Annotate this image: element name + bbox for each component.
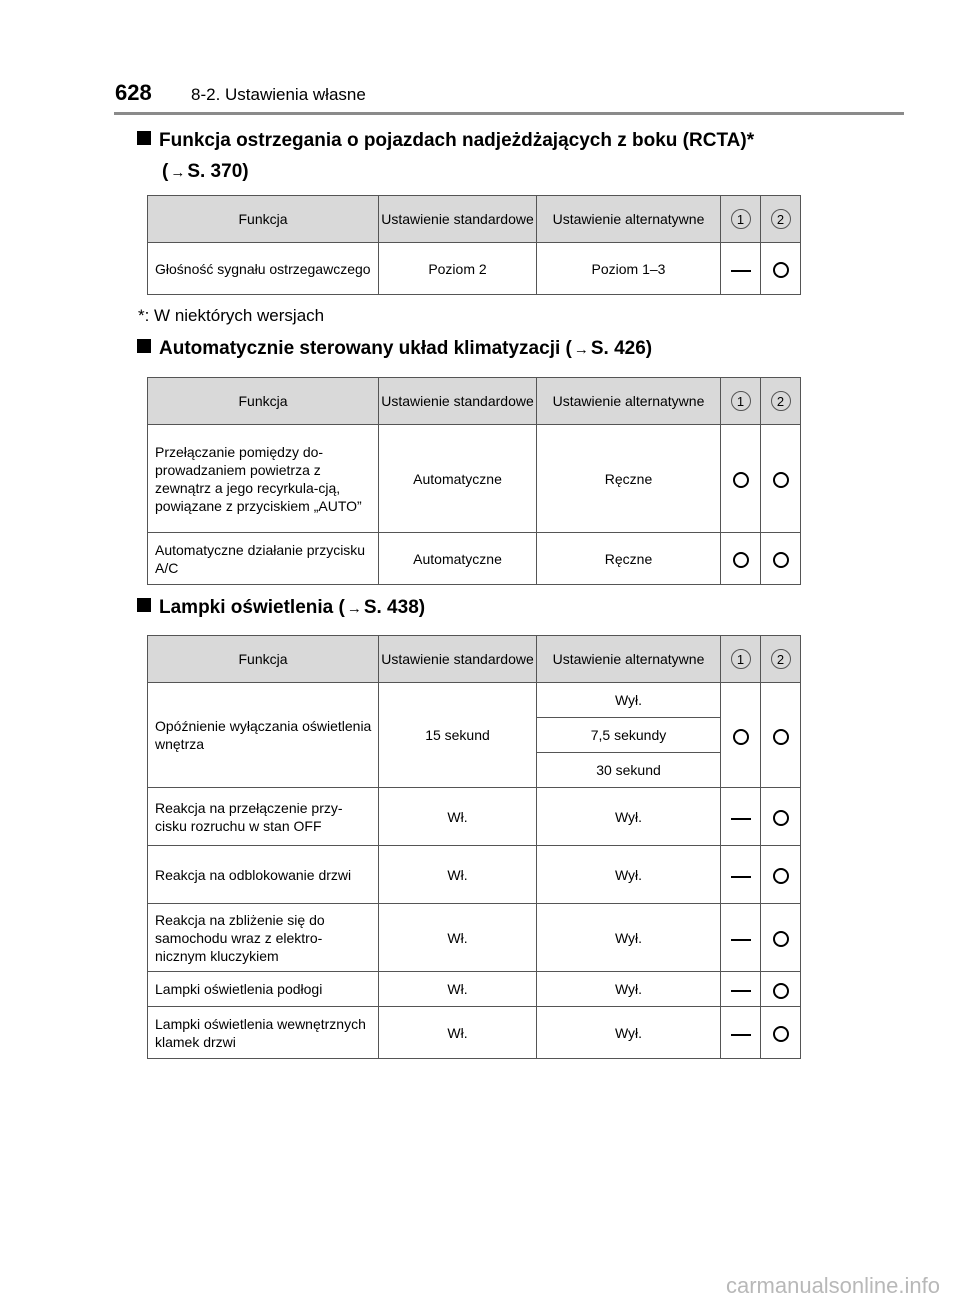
circle-icon <box>773 868 789 884</box>
header-rule <box>114 112 904 115</box>
square-bullet-icon <box>137 598 151 612</box>
table-row: 30 sekund <box>148 753 801 788</box>
col-default: Ustawienie standardowe <box>379 196 537 243</box>
circle-icon <box>773 472 789 488</box>
square-bullet-icon <box>137 131 151 145</box>
table-header: Funkcja Ustawienie standardowe Ustawienie alternatywne 1 2 <box>148 636 801 683</box>
table-row: Reakcja na przełączenie przy-cisku rozruchu w stan OFF Wł. Wył. <box>148 788 801 846</box>
circle-icon <box>733 472 749 488</box>
section-climate-heading: Automatycznie sterowany układ klimatyzacji ( → S. 426) <box>137 333 652 365</box>
climate-table <box>147 377 801 585</box>
circle-icon <box>733 729 749 745</box>
square-bullet-icon <box>137 339 151 353</box>
table-row: Lampki oświetlenia podłogi Wł. Wył. <box>148 972 801 1007</box>
circled-two-icon: 2 <box>771 649 791 669</box>
circled-one-icon: 1 <box>731 649 751 669</box>
arrow-right-icon: → <box>346 600 362 617</box>
footnote: *: W niektórych wersjach <box>138 306 325 325</box>
circle-icon <box>773 931 789 947</box>
table-row: Głośność sygnału ostrzegawczego Poziom 2 Poziom 1–3 <box>148 243 801 295</box>
circled-two-icon: 2 <box>771 209 791 229</box>
dash-icon <box>731 818 751 820</box>
dash-icon <box>731 1034 751 1036</box>
circled-one-icon: 1 <box>731 391 751 411</box>
chapter-title: 8-2. Ustawienia własne <box>191 85 366 104</box>
table-header: Funkcja Ustawienie standardowe Ustawienie alternatywne 1 2 <box>148 378 801 425</box>
circle-icon <box>773 262 789 278</box>
circle-icon <box>773 810 789 826</box>
dash-icon <box>731 990 751 992</box>
arrow-right-icon: → <box>170 164 186 181</box>
circle-icon <box>733 552 749 568</box>
col-alternative: Ustawienie alternatywne <box>537 196 721 243</box>
table-header <box>148 196 801 243</box>
circle-icon <box>773 983 789 999</box>
col-function: Funkcja <box>148 196 379 243</box>
watermark: carmanualsonline.info <box>725 1273 940 1298</box>
table-row: Przełączanie pomiędzy do-prowadzaniem powietrza z zewnątrz a jego recyrkula-cją, powiązane z przyciskiem „AUTO” Automatyczne Ręczne <box>148 425 801 533</box>
table-row: 7,5 sekundy <box>148 718 801 753</box>
table-row: Automatyczne działanie przycisku A/C Automatyczne Ręczne <box>148 533 801 585</box>
dash-icon <box>731 270 751 272</box>
circle-icon <box>773 552 789 568</box>
table-row: Reakcja na odblokowanie drzwi Wł. Wył. <box>148 846 801 904</box>
page-number: 628 <box>115 80 152 105</box>
table-row: Lampki oświetlenia wewnętrznych klamek drzwi Wł. Wył. <box>148 1007 801 1059</box>
circle-icon <box>773 1026 789 1042</box>
rcta-table <box>147 195 801 295</box>
table-row: Reakcja na zbliżenie się do samochodu wraz z elektro-nicznym kluczykiem Wł. Wył. <box>148 904 801 972</box>
section-lights-heading: Lampki oświetlenia ( → S. 438) <box>137 592 425 624</box>
table-row: Opóźnienie wyłączania oświetlenia wnętrza 15 sekund Wył. <box>148 683 801 718</box>
circled-two-icon: 2 <box>771 391 791 411</box>
section-rcta-heading: Funkcja ostrzegania o pojazdach nadjeżdżających z boku (RCTA)* ( → S. 370) <box>137 125 754 188</box>
circled-one-icon: 1 <box>731 209 751 229</box>
circle-icon <box>773 729 789 745</box>
dash-icon <box>731 939 751 941</box>
page-header <box>115 80 366 106</box>
dash-icon <box>731 876 751 878</box>
lights-table <box>147 635 801 1059</box>
arrow-right-icon: → <box>573 341 589 358</box>
